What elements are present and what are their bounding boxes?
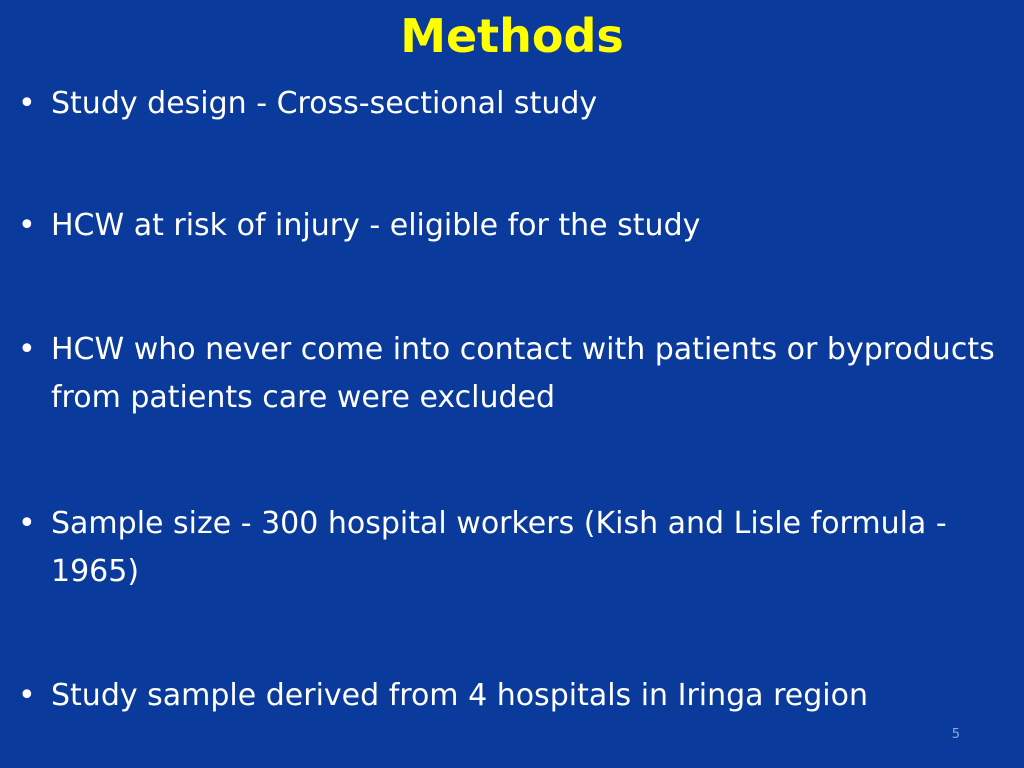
bullet-item-study-sample (18, 672, 868, 720)
bullet-dot-icon: • (18, 86, 36, 121)
bullet-item-sample-size (18, 500, 998, 596)
bullet-text: Study design - Cross-sectional study (51, 86, 598, 121)
bullet-dot-icon: • (18, 678, 36, 713)
bullet-dot-icon: • (18, 332, 36, 367)
bullet-item-exclusion (18, 326, 998, 422)
bullet-item-study-design (18, 80, 597, 128)
bullet-dot-icon: • (18, 506, 36, 541)
page-number: 5 (951, 727, 960, 742)
bullet-text: Study sample derived from 4 hospitals in Iringa region (51, 678, 868, 713)
bullet-item-eligibility (18, 202, 700, 250)
bullet-text: HCW who never come into contact with patients or byproducts from patients care were excluded (51, 332, 995, 415)
slide-title: Methods (400, 9, 624, 63)
bullet-text: Sample size - 300 hospital workers (Kish and Lisle formula - 1965) (51, 506, 947, 589)
bullet-text: HCW at risk of injury - eligible for the study (51, 208, 701, 243)
bullet-dot-icon: • (18, 208, 36, 243)
